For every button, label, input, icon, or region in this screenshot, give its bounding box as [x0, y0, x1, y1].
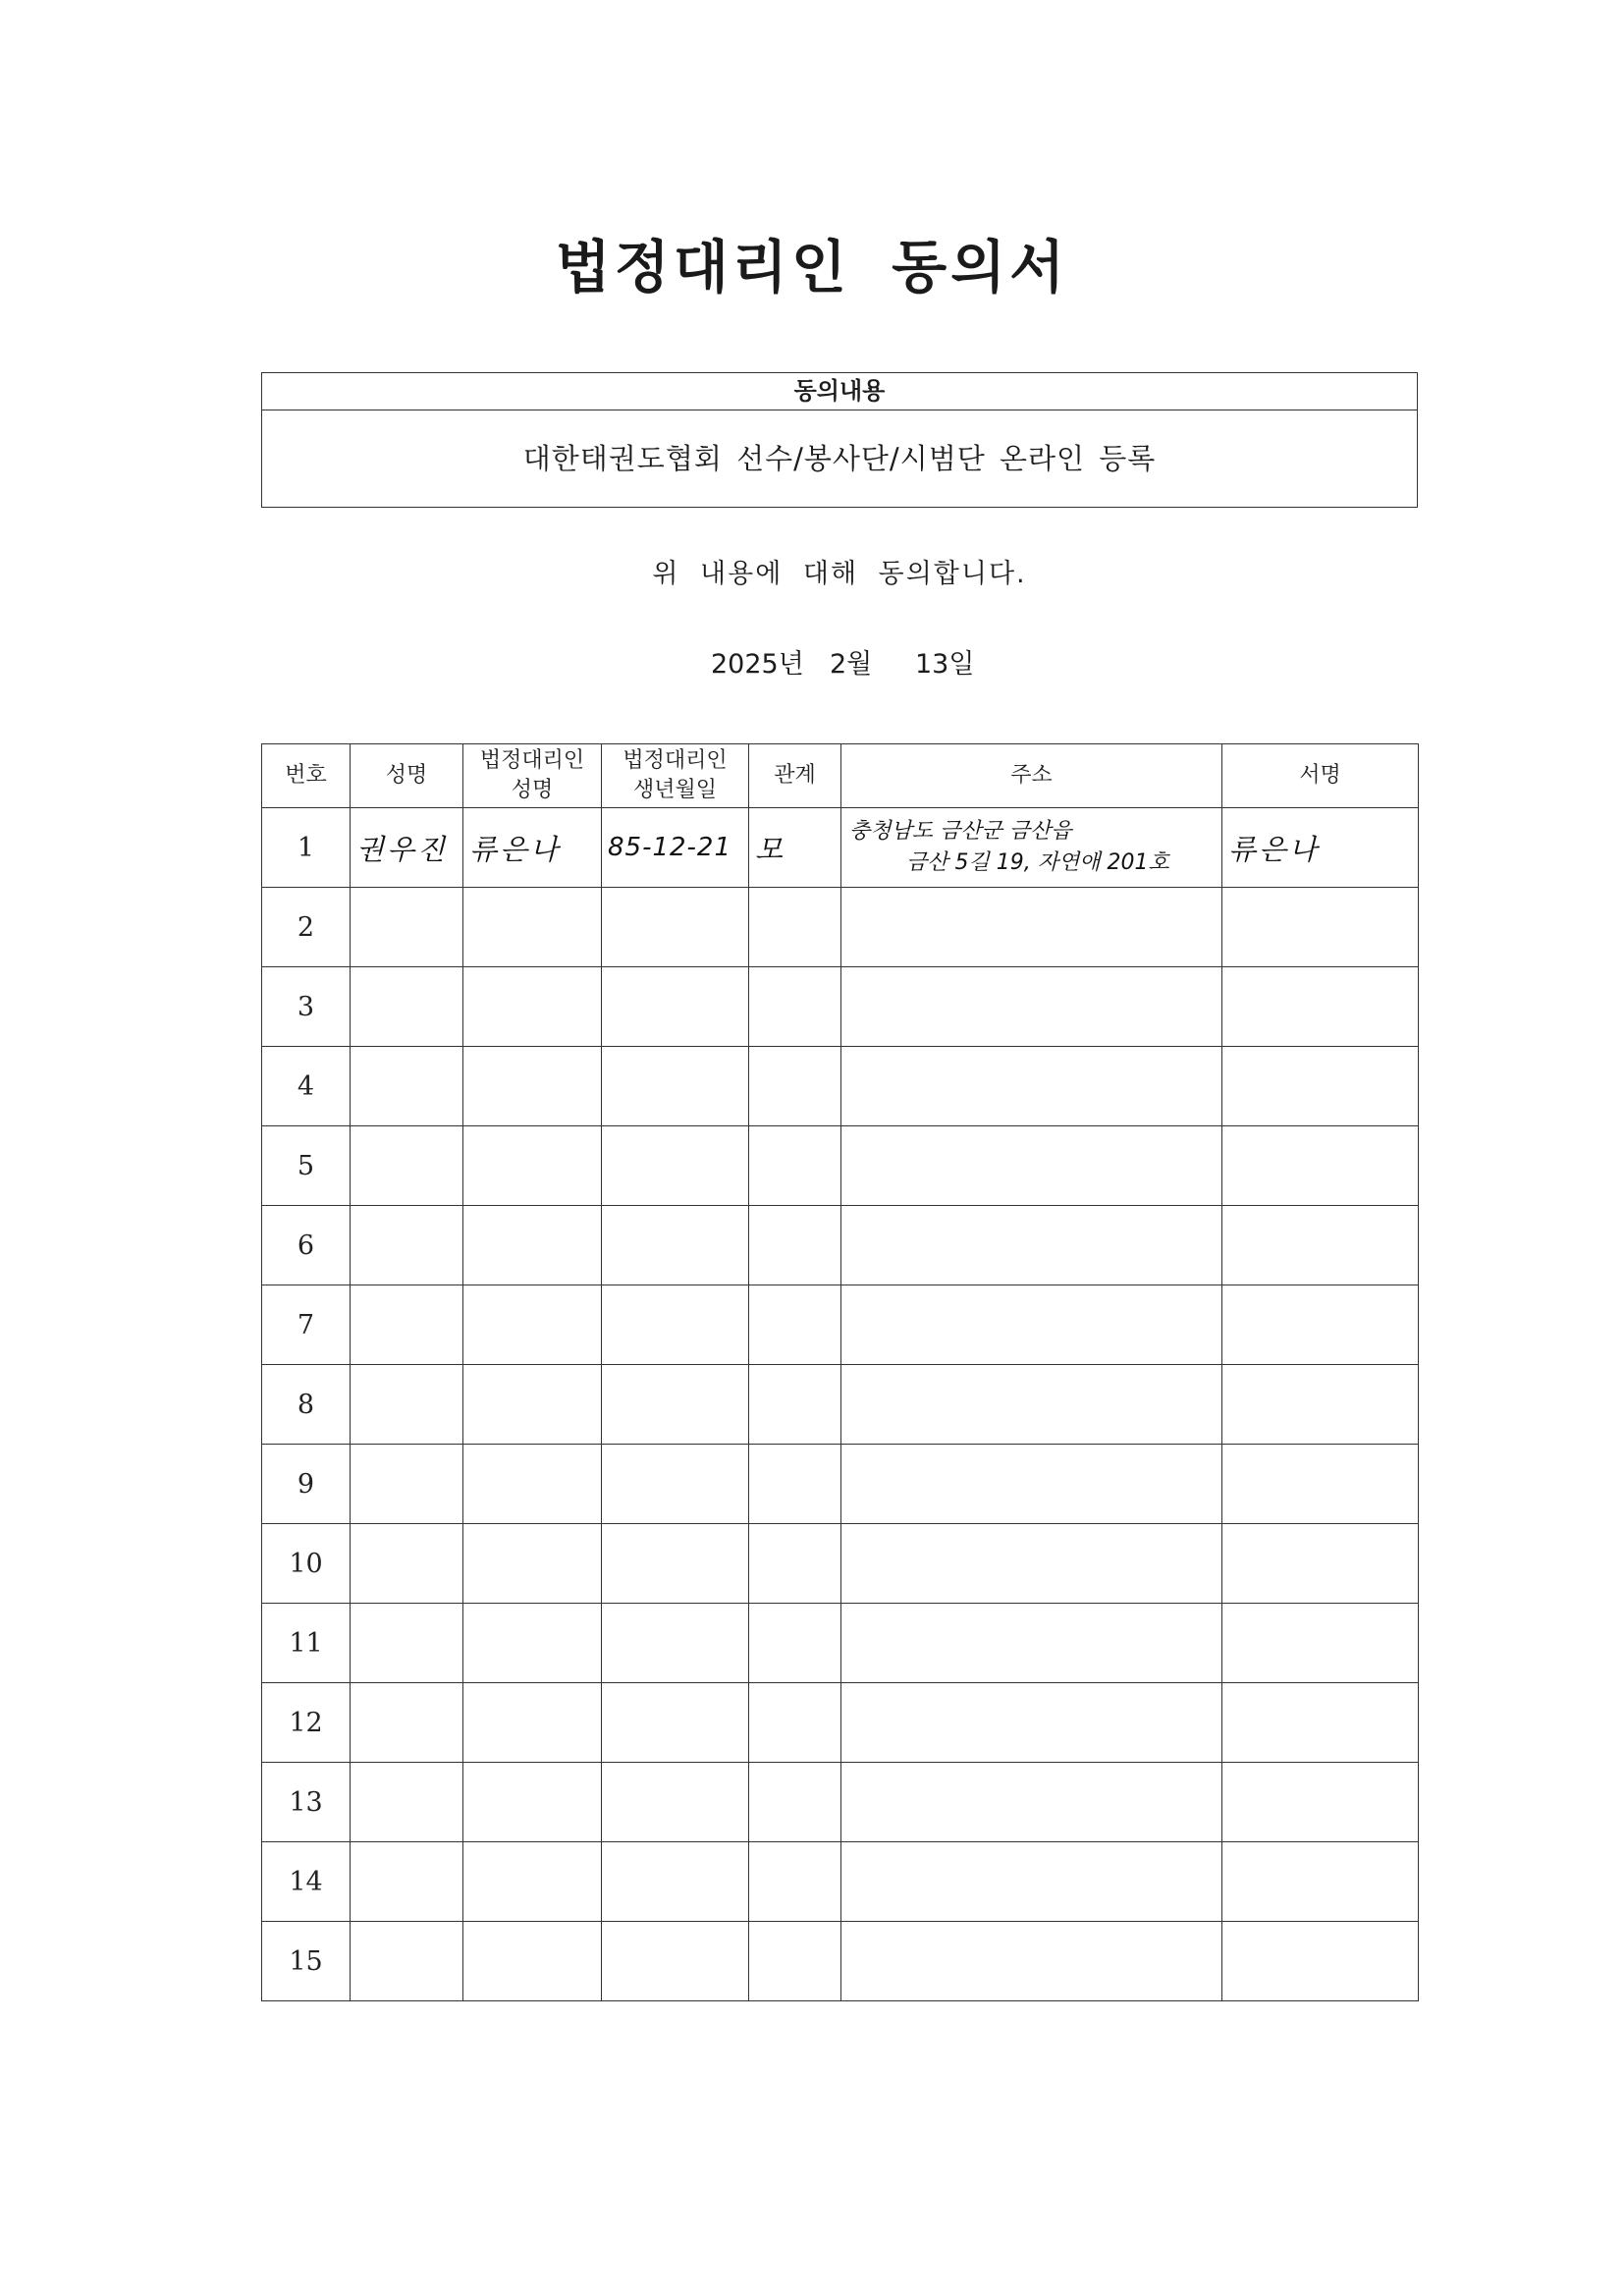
- guardian-birth-cell[interactable]: [602, 1922, 749, 2001]
- signature-cell[interactable]: [1222, 1365, 1419, 1445]
- guardian-name-cell[interactable]: [463, 1604, 602, 1683]
- row-number: 8: [262, 1365, 351, 1445]
- col-header-guardian-birth: [602, 744, 749, 808]
- table-row: [262, 1445, 1419, 1524]
- table-row: [262, 888, 1419, 967]
- row-number: 4: [262, 1047, 351, 1126]
- table-row: [262, 1524, 1419, 1604]
- name-cell[interactable]: [351, 967, 463, 1047]
- guardian-birth-cell[interactable]: [602, 1365, 749, 1445]
- table-row: [262, 808, 1419, 888]
- consent-body: 대한태권도협회 선수/봉사단/시범단 온라인 등록: [522, 442, 1157, 475]
- relationship-cell[interactable]: [749, 1126, 841, 1206]
- signature-cell[interactable]: [1222, 1842, 1419, 1922]
- guardian-birth-cell[interactable]: [602, 1524, 749, 1604]
- signature-cell[interactable]: [1222, 1763, 1419, 1842]
- signature-cell[interactable]: [1222, 1922, 1419, 2001]
- address-cell[interactable]: [841, 1763, 1222, 1842]
- address-cell[interactable]: [841, 1047, 1222, 1126]
- agreement-statement: 위 내용에 대해 동의합니다.: [652, 559, 1027, 589]
- guardian-name-cell[interactable]: [463, 888, 602, 967]
- row-number: 15: [262, 1922, 351, 2001]
- registration-table: [261, 743, 1419, 2001]
- row-number: 14: [262, 1842, 351, 1922]
- consent-header: 동의내용: [262, 373, 1417, 410]
- relationship-cell[interactable]: [749, 967, 841, 1047]
- address-cell[interactable]: [841, 1445, 1222, 1524]
- row-number: 5: [262, 1126, 351, 1206]
- signature-cell[interactable]: [1222, 1206, 1419, 1285]
- relationship-cell[interactable]: [749, 1445, 841, 1524]
- guardian-name-cell[interactable]: [463, 1365, 602, 1445]
- guardian-birth-cell[interactable]: [602, 1683, 749, 1763]
- col-header-guardian-birth-line2: 생년월일: [632, 778, 717, 802]
- guardian-birth-cell[interactable]: [602, 1285, 749, 1365]
- row-number: 12: [262, 1683, 351, 1763]
- name-cell[interactable]: [351, 1047, 463, 1126]
- name-cell[interactable]: [351, 1524, 463, 1604]
- address-cell[interactable]: [841, 967, 1222, 1047]
- table-row: [262, 1842, 1419, 1922]
- signature-cell[interactable]: [1222, 888, 1419, 967]
- address-line1: 충청남도 금산군 금산읍: [849, 819, 1072, 844]
- signature-cell[interactable]: [1222, 967, 1419, 1047]
- table-row: [262, 1763, 1419, 1842]
- address-cell[interactable]: [841, 1365, 1222, 1445]
- relationship-cell[interactable]: [749, 1206, 841, 1285]
- name-cell[interactable]: [351, 1445, 463, 1524]
- row-number: 3: [262, 967, 351, 1047]
- name-cell[interactable]: [351, 1922, 463, 2001]
- guardian-name-cell[interactable]: [463, 1524, 602, 1604]
- guardian-name-cell[interactable]: [463, 1842, 602, 1922]
- guardian-birth-cell[interactable]: [602, 1206, 749, 1285]
- col-header-number: 번호: [262, 744, 351, 808]
- guardian-name-cell[interactable]: [463, 1683, 602, 1763]
- guardian-birth-cell[interactable]: [602, 1047, 749, 1126]
- guardian-name-cell[interactable]: [463, 1285, 602, 1365]
- address-cell[interactable]: [841, 1285, 1222, 1365]
- table-row: [262, 1206, 1419, 1285]
- name-cell[interactable]: [351, 1763, 463, 1842]
- guardian-birth-cell[interactable]: [602, 1763, 749, 1842]
- signature-cell[interactable]: [1222, 1683, 1419, 1763]
- guardian-name-cell[interactable]: [463, 1206, 602, 1285]
- row-number: 10: [262, 1524, 351, 1604]
- signature-cell[interactable]: [1222, 1604, 1419, 1683]
- address-line2: 금산 5길 19, 자연애 201호: [906, 850, 1169, 875]
- guardian-birth-cell[interactable]: [602, 967, 749, 1047]
- signature-cell: 류은나: [1222, 808, 1419, 888]
- relationship-cell[interactable]: [749, 1842, 841, 1922]
- table-row: [262, 1922, 1419, 2001]
- address-cell[interactable]: [841, 888, 1222, 967]
- col-header-relationship: 관계: [749, 744, 841, 808]
- signature-cell[interactable]: [1222, 1126, 1419, 1206]
- relationship-cell[interactable]: [749, 1763, 841, 1842]
- relationship-cell[interactable]: [749, 1604, 841, 1683]
- relationship-cell: 모: [749, 808, 841, 888]
- address-cell[interactable]: [841, 1842, 1222, 1922]
- table-row: [262, 1365, 1419, 1445]
- guardian-name-cell: 류은나: [463, 808, 602, 888]
- page-title: 법정대리인 동의서: [555, 234, 1069, 301]
- col-header-guardian-birth-line1: 법정대리인: [623, 748, 728, 773]
- name-cell[interactable]: [351, 1604, 463, 1683]
- guardian-birth-cell[interactable]: [602, 1842, 749, 1922]
- table-row: [262, 1604, 1419, 1683]
- guardian-birth-cell[interactable]: [602, 1126, 749, 1206]
- row-number: 1: [262, 808, 351, 888]
- address-cell[interactable]: [841, 1922, 1222, 2001]
- relationship-cell[interactable]: [749, 1285, 841, 1365]
- row-number: 13: [262, 1763, 351, 1842]
- date-day: 13일: [915, 649, 975, 680]
- guardian-birth-cell[interactable]: [602, 1445, 749, 1524]
- row-number: 11: [262, 1604, 351, 1683]
- col-header-guardian-name-line1: 법정대리인: [479, 748, 585, 773]
- name-cell[interactable]: [351, 1285, 463, 1365]
- col-header-signature: 서명: [1222, 744, 1419, 808]
- name-cell[interactable]: [351, 888, 463, 967]
- relationship-cell[interactable]: [749, 1683, 841, 1763]
- relationship-cell[interactable]: [749, 1922, 841, 2001]
- table-row: [262, 967, 1419, 1047]
- signature-cell[interactable]: [1222, 1285, 1419, 1365]
- relationship-cell[interactable]: [749, 888, 841, 967]
- consent-box: [261, 372, 1418, 508]
- guardian-name-cell[interactable]: [463, 1763, 602, 1842]
- relationship-cell[interactable]: [749, 1047, 841, 1126]
- signature-cell[interactable]: [1222, 1524, 1419, 1604]
- guardian-birth-cell[interactable]: [602, 1604, 749, 1683]
- address-cell[interactable]: [841, 1206, 1222, 1285]
- name-cell[interactable]: [351, 1683, 463, 1763]
- name-cell[interactable]: [351, 1206, 463, 1285]
- name-cell[interactable]: [351, 1365, 463, 1445]
- col-header-address: 주소: [841, 744, 1222, 808]
- table-row: [262, 1047, 1419, 1126]
- col-header-name: 성명: [351, 744, 463, 808]
- table-row: [262, 1683, 1419, 1763]
- signature-cell[interactable]: [1222, 1445, 1419, 1524]
- address-cell[interactable]: [841, 1126, 1222, 1206]
- name-cell[interactable]: [351, 1126, 463, 1206]
- table-row: [262, 1126, 1419, 1206]
- relationship-cell[interactable]: [749, 1365, 841, 1445]
- guardian-birth-cell[interactable]: [602, 888, 749, 967]
- table-header-row: [262, 744, 1419, 808]
- col-header-guardian-name-line2: 성명: [511, 778, 554, 802]
- guardian-birth-cell: 85-12-21: [602, 808, 749, 888]
- date-month: 2월: [830, 649, 873, 680]
- date-year: 2025년: [711, 649, 804, 680]
- row-number: 7: [262, 1285, 351, 1365]
- address-cell[interactable]: [841, 1604, 1222, 1683]
- table-row: [262, 1285, 1419, 1365]
- row-number: 6: [262, 1206, 351, 1285]
- signature-cell[interactable]: [1222, 1047, 1419, 1126]
- address-cell[interactable]: [841, 1683, 1222, 1763]
- address-cell[interactable]: [841, 1524, 1222, 1604]
- name-cell[interactable]: [351, 1842, 463, 1922]
- guardian-name-cell[interactable]: [463, 1047, 602, 1126]
- relationship-cell[interactable]: [749, 1524, 841, 1604]
- col-header-guardian-name: [463, 744, 602, 808]
- guardian-name-cell[interactable]: [463, 967, 602, 1047]
- guardian-name-cell[interactable]: [463, 1922, 602, 2001]
- guardian-name-cell[interactable]: [463, 1445, 602, 1524]
- address-cell: [841, 808, 1222, 888]
- row-number: 9: [262, 1445, 351, 1524]
- guardian-name-cell[interactable]: [463, 1126, 602, 1206]
- name-cell: 권우진: [351, 808, 463, 888]
- row-number: 2: [262, 888, 351, 967]
